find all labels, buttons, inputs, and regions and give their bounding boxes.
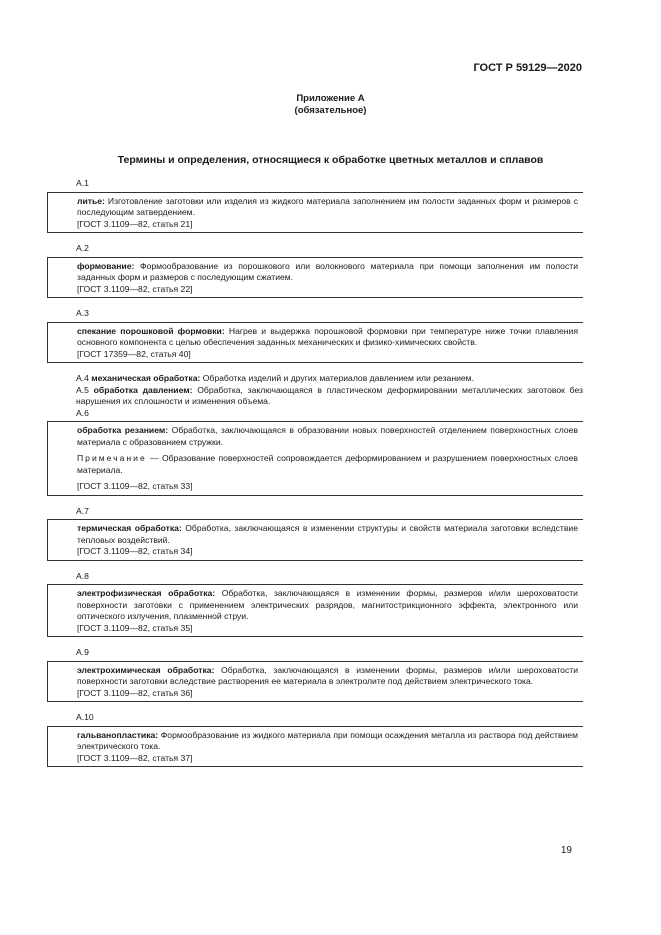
reference: [ГОСТ 3.1109—82, статья 34]	[77, 546, 193, 556]
entry-number: А.6	[76, 407, 89, 418]
entry-number: А.2	[76, 243, 89, 253]
terms-list	[47, 178, 583, 777]
term-box	[47, 322, 583, 364]
term-box	[47, 192, 583, 234]
plain-entry	[76, 373, 583, 385]
definition: Обработка изделий и других материалов давлением или резанием.	[200, 373, 474, 383]
term: термическая обработка:	[77, 523, 182, 533]
doc-code: ГОСТ Р 59129—2020	[473, 62, 582, 74]
term-box	[47, 519, 583, 561]
plain-entry	[76, 385, 583, 408]
definition: Обработка, заключающаяся в изменении структуры и свойств материала заготовки вследствие тепловых воздействий.	[77, 523, 578, 545]
reference: [ГОСТ 3.1109—82, статья 22]	[77, 283, 193, 294]
term: литье:	[77, 195, 105, 206]
term: электрофизическая обработка:	[77, 588, 216, 598]
term-box	[47, 584, 583, 637]
entry-number: А.5	[76, 384, 89, 395]
term: обработка давлением:	[93, 384, 193, 395]
reference: [ГОСТ 3.1109—82, статья 37]	[77, 752, 193, 763]
page-number: 19	[560, 845, 572, 856]
note	[77, 453, 578, 476]
term: спекание порошковой формовки:	[77, 325, 225, 336]
term: формование:	[77, 260, 135, 271]
reference: [ГОСТ 3.1109—82, статья 21]	[77, 218, 193, 229]
definition: Формообразование из порошкового или волокнового материала при помощи заполнения им полости заданных форм и размеров с последующим сжатием.	[77, 260, 578, 282]
entry-number: А.1	[76, 178, 89, 188]
reference: [ГОСТ 17359—82, статья 40]	[77, 348, 191, 359]
note-text: — Образование поверхностей сопровождается деформированием и разрушением поверхностных слоев материала.	[77, 453, 578, 475]
term: электрохимическая обработка:	[77, 664, 215, 675]
term-box	[47, 661, 583, 703]
term: механическая обработка:	[91, 373, 201, 383]
appendix-subtitle: (обязательное)	[294, 105, 367, 116]
reference: [ГОСТ 3.1109—82, статья 33]	[77, 481, 193, 491]
entry-number: А.10	[76, 712, 94, 722]
reference: [ГОСТ 3.1109—82, статья 36]	[77, 687, 193, 698]
term: гальванопластика:	[77, 729, 159, 740]
entry-number: А.9	[76, 647, 89, 657]
definition: Обработка, заключающаяся в образовании новых поверхностей отделением поверхностных слоев материала с образованием стружки.	[77, 425, 578, 447]
plain-entries	[47, 373, 583, 408]
entry-number: А.8	[76, 570, 89, 581]
entry-number: А.7	[76, 505, 89, 516]
definition: Обработка, заключающаяся в изменении формы, размеров и/или шероховатости поверхности заготовки с применением электрических разрядов, магнитострикционного эффекта, электронного или оптического излучения, плазменной струи.	[77, 588, 578, 621]
term: обработка резанием:	[77, 425, 169, 435]
definition: Обработка, заключающаяся в изменении формы, размеров и/или шероховатости поверхности заготовки вследствие растворения ее материала в электролите под действием электрического тока.	[77, 664, 578, 686]
note-label: Примечание	[77, 453, 147, 463]
definition: Нагрев и выдержка порошковой формовки при температуре ниже точки плавления основного компонента с целью обеспечения заданных механических и физико-химических свойств.	[77, 325, 578, 347]
appendix-heading	[0, 93, 661, 117]
definition: Изготовление заготовки или изделия из жидкого материала заполнением им полости заданных форм и размеров с последующим затвердением.	[77, 195, 578, 217]
term-box	[47, 421, 583, 496]
entry-number: А.4	[76, 373, 89, 383]
entry-number: А.3	[76, 308, 89, 318]
term-box	[47, 257, 583, 299]
definition: Формообразование из жидкого материала при помощи осаждения металла из раствора под действием электрического тока.	[77, 729, 578, 751]
appendix-title: Приложение А	[296, 93, 365, 104]
definition: Обработка, заключающаяся в пластическом деформировании металлических заготовок без нарушения их сплошности и изменения объема.	[76, 384, 583, 406]
section-title: Термины и определения, относящиеся к обработке цветных металлов и сплавов	[117, 154, 544, 166]
term-box	[47, 726, 583, 768]
reference: [ГОСТ 3.1109—82, статья 35]	[77, 622, 193, 633]
